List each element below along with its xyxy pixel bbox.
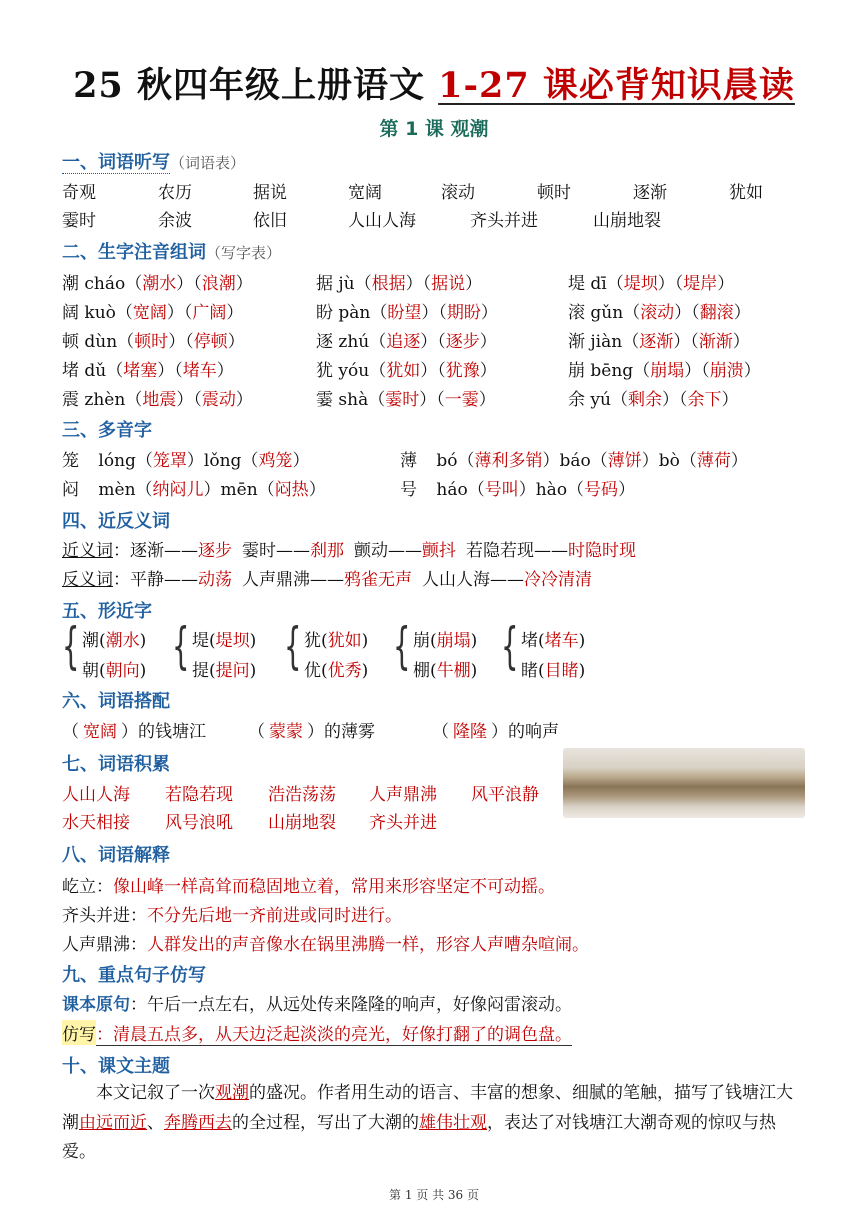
paren: ) — [578, 661, 586, 681]
word-right: 颤抖 — [422, 541, 456, 561]
word-right: 鸦雀无声 — [344, 570, 412, 590]
char-entry — [62, 327, 245, 352]
paren: ) — [139, 661, 147, 681]
char-entry — [568, 298, 751, 323]
word-right: 刹那 — [310, 541, 344, 561]
word-right: 时隐时现 — [568, 541, 636, 561]
paren: ） — [226, 303, 244, 323]
paren: ）（ — [661, 390, 688, 410]
word: 宽阔 — [83, 722, 117, 742]
word-1: 追逐 — [386, 332, 421, 352]
word: 笼罩 — [152, 451, 187, 471]
pinyin: lóng（ — [98, 451, 153, 471]
pinyin: mèn（ — [98, 480, 153, 500]
paren: ） — [216, 361, 234, 381]
vocab-word: 齐头并进 — [470, 211, 538, 231]
char-pinyin: 据 jù（ — [316, 274, 372, 294]
meaning: 不分先后地一齐前进或同时进行。 — [147, 906, 402, 926]
similar-char — [521, 626, 585, 651]
section-1-sub: （词语表） — [170, 154, 246, 172]
word-1: 崩塌 — [650, 361, 685, 381]
idiom: 风平浪静 — [471, 785, 539, 805]
row-label: 近义词 — [62, 541, 113, 561]
word-2: 堤岸 — [683, 274, 718, 294]
imitation-text: ：清晨五点多，从天边泛起淡淡的亮光，好像打翻了的调色盘。 — [96, 1020, 572, 1046]
word: 号码 — [584, 480, 619, 500]
synonym-row — [62, 536, 646, 561]
char-pinyin: 盼 pàn（ — [316, 303, 388, 323]
pinyin: ）mēn（ — [203, 480, 275, 500]
paren: ） — [308, 480, 326, 500]
word-left: 人山人海—— — [422, 570, 524, 590]
page-title — [0, 58, 868, 108]
word-2: 广阔 — [192, 303, 227, 323]
section-6-title: 六、词语搭配 — [62, 691, 170, 712]
paren: ） — [721, 390, 739, 410]
word: 堵车 — [544, 631, 579, 651]
definition — [62, 930, 589, 955]
text: 的全过程，写出了大潮的 — [232, 1112, 419, 1133]
char-entry — [62, 356, 234, 381]
paren: ） — [717, 274, 735, 294]
brace-icon: { — [393, 617, 411, 675]
polyphone-char: 闷 — [62, 480, 85, 500]
char-pinyin: 震 zhèn（ — [62, 390, 143, 410]
vocab-word: 逐渐 — [633, 183, 667, 203]
title-highlight: 1-27 课必背知识晨读 — [438, 65, 795, 106]
collocation — [432, 717, 559, 742]
pinyin: ）lǒng（ — [186, 451, 259, 471]
paren: ) — [249, 631, 257, 651]
paren: ） — [743, 361, 761, 381]
word-1: 堤坝 — [623, 274, 658, 294]
idiom: 齐头并进 — [369, 813, 437, 833]
word: 纳闷儿 — [152, 480, 204, 500]
similar-char — [192, 626, 256, 651]
page-footer: 第 1 页 共 36 页 — [389, 1188, 479, 1202]
paren: ）（ — [684, 361, 710, 381]
char-entry — [568, 356, 761, 381]
term: 人声鼎沸： — [62, 935, 147, 955]
word-2: 停顿 — [193, 332, 228, 352]
char: 棚( — [413, 661, 437, 681]
word: 号叫 — [484, 480, 519, 500]
paren: ） — [478, 390, 496, 410]
word-1: 宽阔 — [132, 303, 167, 323]
word-2: 犹豫 — [445, 361, 480, 381]
word: 鸡笼 — [258, 451, 293, 471]
similar-char — [192, 656, 256, 681]
word-1: 滚动 — [640, 303, 675, 323]
paren: （ — [432, 722, 449, 742]
char-entry — [316, 356, 497, 381]
vocab-word: 滚动 — [441, 183, 475, 203]
collocation — [62, 717, 206, 742]
text: 的盛况。作者用生动的语言、丰富的想象、细腻的笔触，描写了钱塘江大潮 — [62, 1083, 793, 1133]
word-2: 余下 — [687, 390, 722, 410]
word-1: 根据 — [371, 274, 406, 294]
char-pinyin: 堵 dǔ（ — [62, 361, 124, 381]
meaning: 人群发出的声音像水在锅里沸腾一样，形容人声嘈杂喧闹。 — [147, 935, 589, 955]
pinyin: ）hào（ — [518, 480, 585, 500]
definition — [62, 901, 402, 926]
section-5-title: 五、形近字 — [62, 601, 152, 622]
word-1: 盼望 — [387, 303, 422, 323]
char-entry — [568, 269, 734, 294]
word: 薄饼 — [607, 451, 642, 471]
paren: ）（ — [657, 274, 684, 294]
char: 崩( — [413, 631, 437, 651]
pinyin: bó（ — [436, 451, 475, 471]
similar-char — [304, 656, 368, 681]
section-2-sub: （写字表） — [206, 244, 282, 262]
noun: ）的薄雾 — [307, 722, 375, 742]
vocab-word: 奇观 — [62, 183, 96, 203]
row-label: 反义词 — [62, 570, 113, 590]
word-1: 顿时 — [134, 332, 169, 352]
word-left: 颤动—— — [354, 541, 422, 561]
pinyin: ）bò（ — [641, 451, 697, 471]
word: 提问 — [215, 661, 250, 681]
vocab-word: 山崩地裂 — [593, 211, 661, 231]
char-entry — [316, 298, 498, 323]
idiom: 人声鼎沸 — [369, 785, 437, 805]
char-entry — [568, 385, 738, 410]
polyphone-char: 号 — [400, 480, 423, 500]
polyphone-char: 薄 — [400, 451, 423, 471]
noun: ）的响声 — [491, 722, 559, 742]
word: 薄利多销 — [474, 451, 543, 471]
similar-char — [304, 626, 368, 651]
vocab-word: 余波 — [158, 211, 192, 231]
definition — [62, 872, 555, 897]
word-2: 一霎 — [444, 390, 479, 410]
word-1: 潮水 — [142, 274, 177, 294]
meaning: 像山峰一样高耸而稳固地立着，常用来形容坚定不可动摇。 — [113, 877, 555, 897]
word-1: 剩余 — [627, 390, 662, 410]
word: 目睹 — [544, 661, 579, 681]
vocab-word: 宽阔 — [348, 183, 382, 203]
idiom: 人山人海 — [62, 785, 130, 805]
paren: ） — [730, 451, 748, 471]
polyphone-entry — [400, 446, 748, 471]
text: 本文记叙了一次 — [96, 1083, 215, 1103]
char: 朝( — [82, 661, 106, 681]
paren: ） — [479, 332, 497, 352]
char-entry — [62, 269, 253, 294]
word-right: 逐步 — [198, 541, 232, 561]
word-2: 崩溃 — [709, 361, 744, 381]
paren: ）（ — [421, 303, 447, 323]
word-right: 冷冷清清 — [524, 570, 592, 590]
paren: （ — [62, 722, 79, 742]
word-1: 堵塞 — [123, 361, 158, 381]
polyphone-entry — [62, 446, 309, 471]
word-1: 地震 — [142, 390, 177, 410]
paren: ） — [733, 303, 751, 323]
section-4-title: 四、近反义词 — [62, 511, 170, 532]
paren: ） — [465, 274, 483, 294]
key-phrase: 奔腾西去 — [164, 1112, 232, 1133]
synonym-row — [62, 565, 602, 590]
char-pinyin: 余 yú（ — [568, 390, 628, 410]
char-pinyin: 潮 cháo（ — [62, 274, 143, 294]
vocab-word: 人山人海 — [348, 211, 416, 231]
term: 齐头并进： — [62, 906, 147, 926]
lesson-title: 第 1 课 观潮 — [379, 118, 489, 140]
idiom: 水天相接 — [62, 813, 130, 833]
polyphone-entry — [62, 475, 326, 500]
vocab-word: 顿时 — [537, 183, 571, 203]
word-2: 震动 — [201, 390, 236, 410]
paren: （ — [248, 722, 265, 742]
similar-char — [82, 626, 146, 651]
paren: ) — [578, 631, 586, 651]
key-phrase: 观潮 — [215, 1083, 249, 1103]
paren: ）（ — [674, 303, 700, 323]
paren: ) — [361, 661, 369, 681]
paren: ） — [480, 303, 498, 323]
title-main: 25 秋四年级上册语文 — [73, 65, 439, 106]
word-left: 人声鼎沸—— — [242, 570, 344, 590]
char: 堵( — [521, 631, 545, 651]
char: 优( — [304, 661, 328, 681]
word-2: 据说 — [431, 274, 466, 294]
vocab-word: 犹如 — [729, 183, 763, 203]
paren: ) — [249, 661, 257, 681]
char-entry — [316, 269, 482, 294]
paren: ）（ — [419, 390, 445, 410]
paren: ）（ — [420, 361, 446, 381]
colon: ： — [113, 541, 130, 561]
imitation-sentence — [62, 1020, 572, 1046]
word-left: 平静—— — [130, 570, 198, 590]
similar-char — [82, 656, 146, 681]
word-2: 堵车 — [182, 361, 217, 381]
pinyin: háo（ — [436, 480, 485, 500]
original-text: ：午后一点左右，从远处传来隆隆的响声，好像闷雷滚动。 — [130, 995, 572, 1015]
word-right: 动荡 — [198, 570, 232, 590]
word-2: 浪潮 — [201, 274, 236, 294]
paren: ) — [361, 631, 369, 651]
char-entry — [62, 298, 243, 323]
char-entry — [62, 385, 253, 410]
section-1-title — [62, 148, 245, 174]
char: 睹( — [521, 661, 545, 681]
pinyin: ）báo（ — [542, 451, 608, 471]
word: 犹如 — [327, 631, 362, 651]
idiom: 风号浪吼 — [165, 813, 233, 833]
paren: ） — [732, 332, 750, 352]
paren: ） — [227, 332, 245, 352]
word-left: 霎时—— — [242, 541, 310, 561]
word-left: 逐渐—— — [130, 541, 198, 561]
paren: ) — [470, 631, 478, 651]
text: ，表达了对钱塘江大潮奇观的惊叹与热爱。 — [62, 1112, 776, 1162]
original-label: 课本原句 — [62, 995, 130, 1015]
text: 、 — [147, 1112, 164, 1133]
paren: ）（ — [176, 390, 202, 410]
paren: ） — [235, 390, 253, 410]
char-entry — [568, 327, 750, 352]
brace-icon: { — [501, 617, 519, 675]
vocab-word: 农历 — [158, 183, 192, 203]
key-phrase: 雄伟壮观 — [419, 1112, 487, 1133]
section-10-title: 十、课文主题 — [62, 1056, 170, 1077]
word-1: 逐渐 — [639, 332, 674, 352]
word: 潮水 — [105, 631, 140, 651]
colon: ： — [113, 570, 130, 590]
word: 牛棚 — [436, 661, 471, 681]
paren: ）（ — [420, 332, 446, 352]
char-pinyin: 崩 bēng（ — [568, 361, 651, 381]
polyphone-char: 笼 — [62, 451, 85, 471]
paren: ） — [235, 274, 253, 294]
idiom: 若隐若现 — [165, 785, 233, 805]
char: 潮( — [82, 631, 106, 651]
term: 屹立： — [62, 877, 113, 897]
paren: ）（ — [157, 361, 183, 381]
char: 提( — [192, 661, 216, 681]
char: 犹( — [304, 631, 328, 651]
brace-icon: { — [62, 617, 80, 675]
section-2-heading: 二、生字注音组词 — [62, 242, 206, 263]
collocation — [248, 717, 375, 742]
brace-icon: { — [172, 617, 190, 675]
polyphone-entry — [400, 475, 635, 500]
paren: ）（ — [176, 274, 202, 294]
vocab-word: 依旧 — [253, 211, 287, 231]
word: 闷热 — [274, 480, 309, 500]
word-2: 渐渐 — [698, 332, 733, 352]
similar-char — [413, 656, 477, 681]
idiom: 山崩地裂 — [268, 813, 336, 833]
tide-wave-image — [563, 748, 805, 818]
char-pinyin: 阔 kuò（ — [62, 303, 133, 323]
noun: ）的钱塘江 — [121, 722, 206, 742]
word-1: 犹如 — [386, 361, 421, 381]
word: 朝向 — [105, 661, 140, 681]
vocab-word: 据说 — [253, 183, 287, 203]
section-1-heading: 一、词语听写 — [62, 152, 170, 173]
word: 崩塌 — [436, 631, 471, 651]
paren: ）（ — [673, 332, 699, 352]
word: 堤坝 — [215, 631, 250, 651]
char-entry — [316, 327, 497, 352]
idiom: 浩浩荡荡 — [268, 785, 336, 805]
word-left: 若隐若现—— — [466, 541, 568, 561]
word-2: 期盼 — [446, 303, 481, 323]
paren: ) — [470, 661, 478, 681]
paren: ）（ — [405, 274, 432, 294]
paren: ） — [479, 361, 497, 381]
original-sentence — [62, 990, 572, 1015]
paren: ) — [139, 631, 147, 651]
char-pinyin: 犹 yóu（ — [316, 361, 387, 381]
char-pinyin: 顿 dùn（ — [62, 332, 135, 352]
paren: ） — [618, 480, 636, 500]
word: 蒙蒙 — [269, 722, 303, 742]
key-phrase: 由远而近 — [79, 1112, 147, 1133]
section-2-title — [62, 238, 281, 264]
theme-paragraph — [62, 1079, 807, 1168]
char-pinyin: 堤 dī（ — [568, 274, 624, 294]
vocab-word: 霎时 — [62, 211, 96, 231]
paren: ） — [292, 451, 310, 471]
similar-char — [413, 626, 477, 651]
word: 隆隆 — [453, 722, 487, 742]
char-pinyin: 渐 jiàn（ — [568, 332, 640, 352]
section-9-title: 九、重点句子仿写 — [62, 965, 206, 986]
word-2: 逐步 — [445, 332, 480, 352]
word: 优秀 — [327, 661, 362, 681]
paren: ）（ — [168, 332, 194, 352]
section-7-title: 七、词语积累 — [62, 754, 170, 775]
char-entry — [316, 385, 496, 410]
brace-icon: { — [284, 617, 302, 675]
char-pinyin: 逐 zhú（ — [316, 332, 387, 352]
char-pinyin: 霎 shà（ — [316, 390, 386, 410]
section-8-title: 八、词语解释 — [62, 845, 170, 866]
section-3-title: 三、多音字 — [62, 420, 152, 441]
char-pinyin: 滚 gǔn（ — [568, 303, 641, 323]
word: 薄荷 — [696, 451, 731, 471]
similar-char — [521, 656, 585, 681]
char: 堤( — [192, 631, 216, 651]
word-2: 翻滚 — [699, 303, 734, 323]
imitation-label: 仿写 — [62, 1020, 96, 1045]
paren: ）（ — [166, 303, 193, 323]
word-1: 霎时 — [385, 390, 420, 410]
